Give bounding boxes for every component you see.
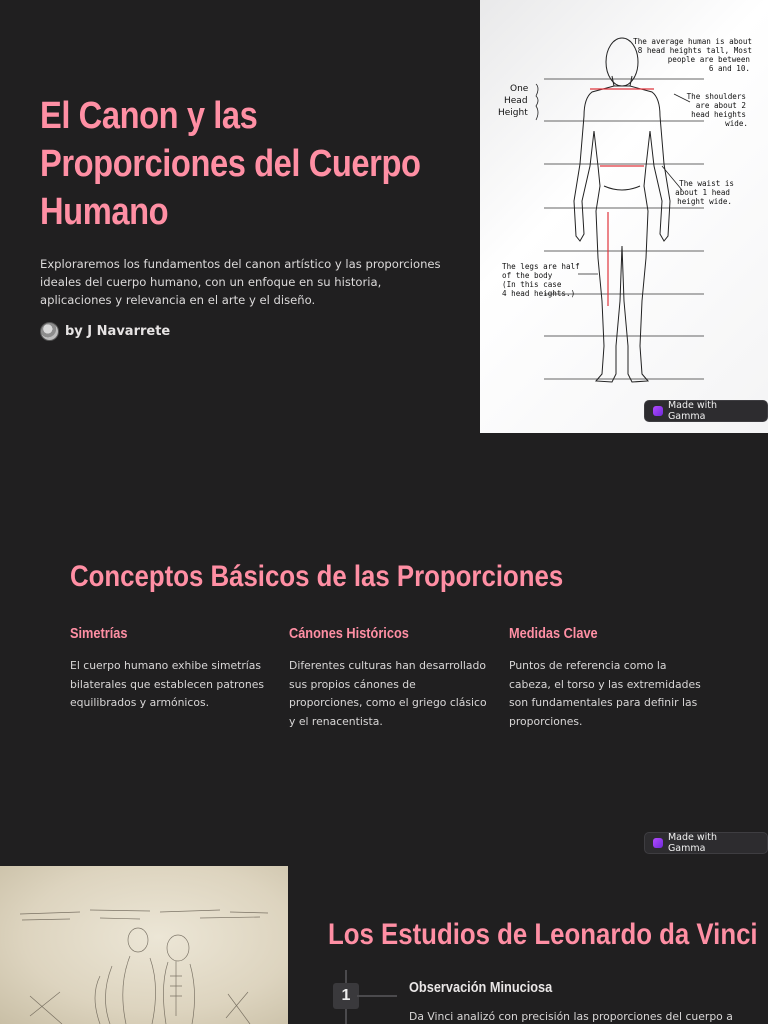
concept-card	[509, 625, 704, 731]
page-title: El Canon y las Proporciones del Cuerpo Humano	[40, 95, 421, 233]
avg-note-line-2: 8 head heights tall, Most	[637, 46, 752, 55]
leonardo-sketch-image	[0, 866, 288, 1024]
gamma-logo-icon	[653, 838, 663, 848]
concept-card	[289, 625, 489, 731]
step-body: Da Vinci analizó con precisión las proporciones del cuerpo a	[409, 1010, 733, 1023]
section-title: Conceptos Básicos de las Proporciones	[70, 560, 564, 593]
avg-note-line-4: 6 and 10.	[708, 64, 750, 73]
legs-note-line-1: The legs are half	[502, 262, 580, 271]
intro-paragraph: Exploraremos los fundamentos del canon artístico y las proporciones ideales del cuerpo humano, con un enfoque en su historia, aplicaciones y relevancia en el arte y el diseño.	[40, 257, 441, 307]
shoulders-note-line-2: are about 2	[695, 101, 746, 110]
shoulders-note-line-3: head heights	[691, 110, 746, 119]
author-byline[interactable]	[40, 322, 170, 341]
waist-note-line-1: The waist is	[679, 179, 734, 188]
made-with-gamma-badge[interactable]	[644, 832, 768, 854]
waist-note-line-3: height wide.	[677, 197, 732, 206]
legs-note-line-2: of the body	[502, 271, 553, 280]
concept-body: Puntos de referencia como la cabeza, el torso y las extremidades son fundamentales para definir las proporciones.	[509, 659, 701, 728]
step-title: Observación Minuciosa	[409, 980, 553, 996]
concept-title: Cánones Históricos	[289, 626, 409, 642]
section-title: Los Estudios de Leonardo da Vinci	[328, 918, 758, 951]
title-block	[40, 92, 460, 236]
concept-body: El cuerpo humano exhibe simetrías bilaterales que establecen patrones equilibrados y armónicos.	[70, 659, 264, 709]
title-slide	[0, 0, 768, 433]
leonardo-slide	[0, 866, 768, 1024]
author-name: by J Navarrete	[65, 324, 171, 339]
made-with-gamma-badge[interactable]	[644, 400, 768, 422]
head-label-line-2: Head	[504, 96, 528, 106]
shoulders-note-line-4: wide.	[725, 119, 748, 128]
concept-title: Simetrías	[70, 626, 128, 642]
step-number: 1	[333, 983, 359, 1009]
legs-note-line-4: 4 head heights.)	[502, 289, 576, 298]
timeline-connector	[357, 995, 397, 997]
shoulders-note-line-1: The shoulders	[686, 92, 746, 101]
proportions-figure	[480, 0, 768, 433]
gamma-logo-icon	[653, 406, 663, 416]
head-label-line-3: Height	[498, 108, 528, 118]
avg-note-line-3: people are between	[667, 55, 750, 64]
concept-body: Diferentes culturas han desarrollado sus propios cánones de proporciones, como el griego clásico y el renacentista.	[289, 659, 487, 728]
body-proportions-diagram	[494, 36, 756, 398]
badge-label: Made with Gamma	[667, 400, 718, 422]
waist-note-line-2: about 1 head	[675, 188, 730, 197]
concept-card	[70, 625, 270, 713]
anatomical-sketch	[0, 866, 288, 1024]
concept-title: Medidas Clave	[509, 626, 598, 642]
legs-note-line-3: (In this case	[502, 280, 562, 289]
avg-note-line-1: The average human is about	[633, 37, 752, 46]
head-label-line-1: One	[510, 84, 529, 94]
concepts-slide	[0, 540, 768, 860]
badge-label: Made with Gamma	[667, 832, 718, 854]
avatar	[40, 322, 59, 341]
